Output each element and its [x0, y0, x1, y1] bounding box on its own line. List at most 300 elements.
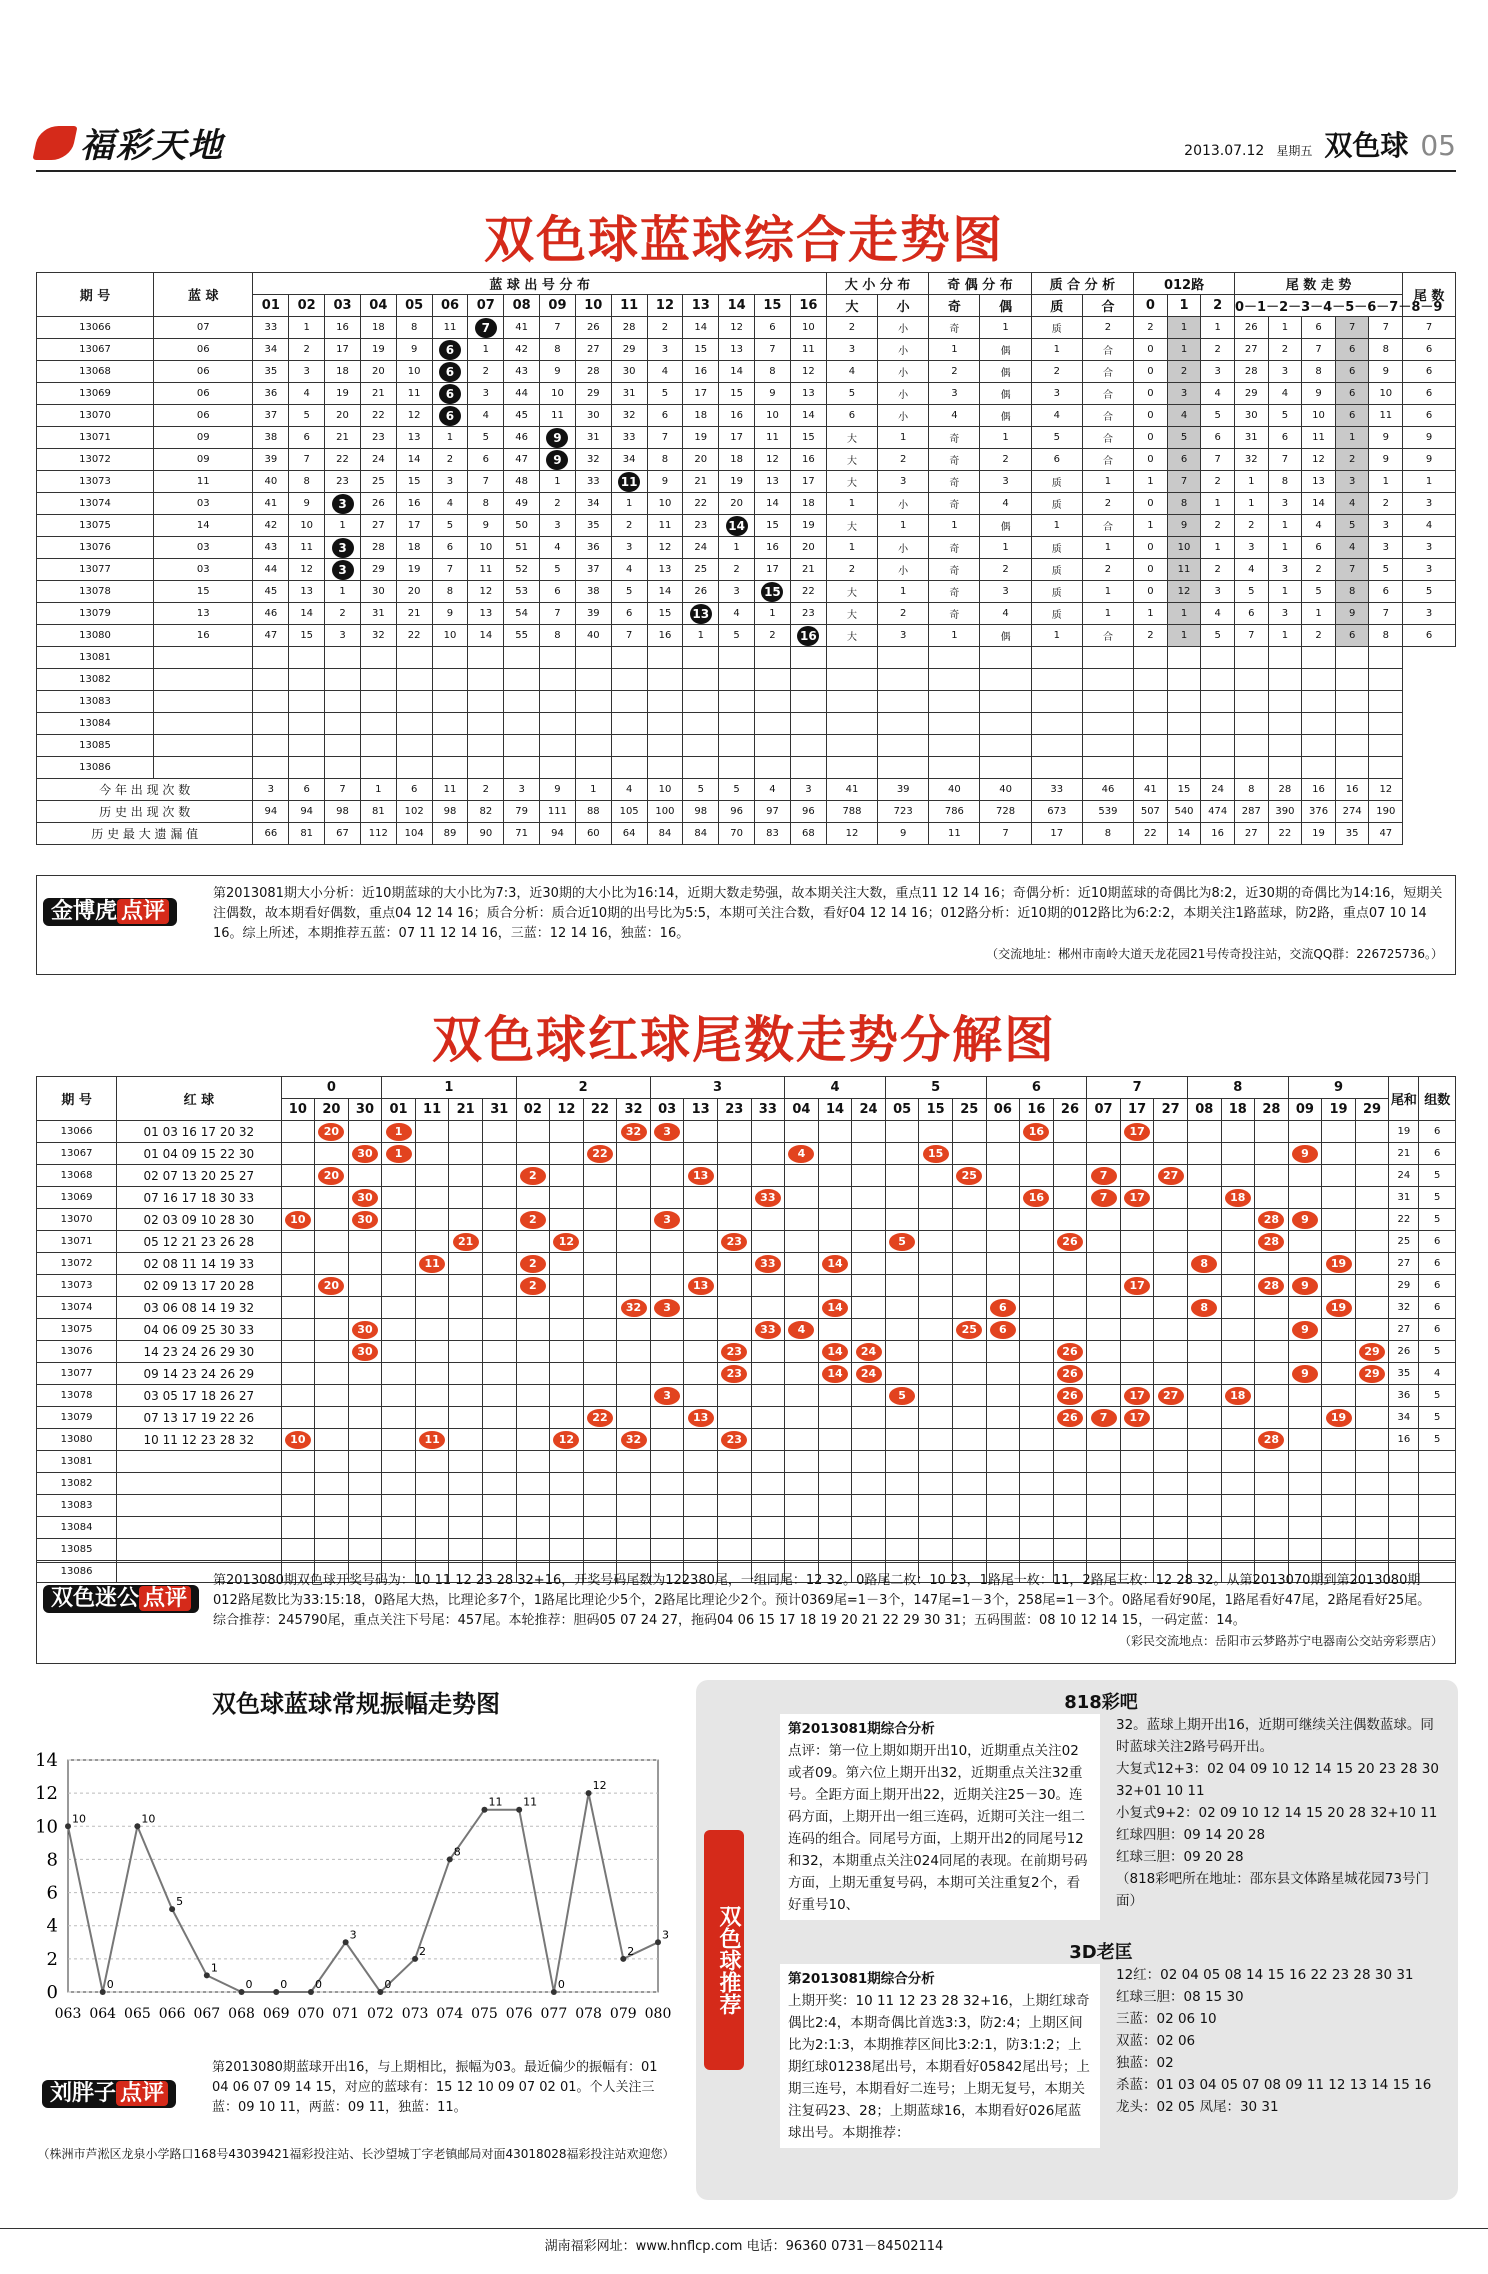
- empty-cell: [1087, 1495, 1121, 1517]
- empty-cell: [348, 1517, 382, 1539]
- red-table-title: 双色球红球尾数走势分解图: [432, 1011, 1056, 1069]
- red-ball-marker: 22: [587, 1145, 613, 1163]
- col-header: 04: [785, 1099, 819, 1121]
- trend-cell: [1087, 1319, 1121, 1341]
- y-tick-label: 0: [46, 1982, 58, 2003]
- dist-cell: 6: [432, 537, 468, 559]
- number-header: 08: [504, 295, 540, 317]
- trend-cell: [449, 1231, 483, 1253]
- issue-number: 13076: [37, 1341, 117, 1363]
- analysis-cell: 偶: [980, 405, 1031, 427]
- empty-cell: [986, 1473, 1020, 1495]
- trend-cell: [281, 1209, 315, 1231]
- analysis-cell: 5: [1201, 625, 1235, 647]
- red-ball-marker: 7: [1091, 1167, 1117, 1185]
- empty-cell: [785, 1517, 819, 1539]
- trend-cell: [919, 1143, 953, 1165]
- dist-cell: 9: [540, 361, 576, 383]
- trend-cell: [1187, 1363, 1221, 1385]
- data-label: 0: [106, 1978, 114, 1991]
- red-balls: 04 06 09 25 30 33: [117, 1319, 281, 1341]
- issue-number: 13072: [37, 1253, 117, 1275]
- dist-cell: 4: [719, 603, 755, 625]
- analysis-cell: 2: [1031, 361, 1082, 383]
- analysis-cell: 奇: [929, 581, 980, 603]
- trend-cell: [818, 1407, 852, 1429]
- empty-cell: [719, 691, 755, 713]
- red-balls: 10 11 12 23 28 32: [117, 1429, 281, 1451]
- trend-cell: [617, 1363, 651, 1385]
- trend-cell: [449, 1143, 483, 1165]
- stats-cell: 540: [1167, 801, 1201, 823]
- group-count: 6: [1419, 1121, 1456, 1143]
- trend-cell: [1187, 1165, 1221, 1187]
- trend-cell: [348, 1429, 382, 1451]
- dist-cell: 37: [575, 559, 611, 581]
- dist-cell: 25: [683, 559, 719, 581]
- analysis-cell: 30: [1234, 405, 1268, 427]
- recommend-line: 杀蓝：01 03 04 05 07 08 09 11 12 13 14 15 16: [1116, 2077, 1432, 2093]
- dist-cell: 11: [396, 383, 432, 405]
- trend-cell: [617, 1209, 651, 1231]
- stats-cell: 22: [1134, 823, 1168, 845]
- trend-cell: [1154, 1407, 1188, 1429]
- empty-cell: [826, 691, 877, 713]
- empty-cell: [611, 757, 647, 779]
- red-ball-marker: 2: [520, 1211, 546, 1229]
- trend-cell: [516, 1297, 550, 1319]
- empty-cell: [1221, 1451, 1255, 1473]
- dist-cell: [790, 625, 826, 647]
- dist-cell: 3: [719, 581, 755, 603]
- trend-cell: [348, 1341, 382, 1363]
- blue-ball-value: 09: [154, 427, 253, 449]
- table-row: [37, 1363, 1456, 1385]
- dist-cell: 8: [540, 339, 576, 361]
- dist-cell: 3: [540, 515, 576, 537]
- dist-cell: 5: [432, 515, 468, 537]
- red-ball-marker: 33: [755, 1321, 781, 1339]
- analysis-cell: 12: [1302, 449, 1336, 471]
- trend-cell: [1187, 1275, 1221, 1297]
- x-tick-label: 078: [575, 2006, 602, 2020]
- dist-cell: 30: [360, 581, 396, 603]
- b3d-right: [1116, 1964, 1446, 2118]
- empty-cell: [117, 1473, 281, 1495]
- dist-cell: 42: [504, 339, 540, 361]
- analysis-cell: 6: [1369, 581, 1403, 603]
- blue-ball-value: 15: [154, 581, 253, 603]
- trend-cell: [482, 1385, 516, 1407]
- dist-cell: 6: [755, 317, 791, 339]
- table-row: [37, 1297, 1456, 1319]
- empty-cell: [154, 669, 253, 691]
- analysis-cell: 4: [1167, 405, 1201, 427]
- dist-cell: 43: [253, 537, 289, 559]
- empty-cell: [482, 1517, 516, 1539]
- empty-cell: [583, 1473, 617, 1495]
- tail-sum: 27: [1389, 1319, 1419, 1341]
- table-row: [37, 1121, 1456, 1143]
- empty-cell: [1187, 1517, 1221, 1539]
- empty-cell: [683, 757, 719, 779]
- empty-cell: [878, 647, 929, 669]
- group-count: 6: [1419, 1275, 1456, 1297]
- analysis-cell: 1: [1082, 581, 1133, 603]
- trend-cell: [717, 1121, 751, 1143]
- trend-cell: [1355, 1253, 1389, 1275]
- empty-cell: [885, 1451, 919, 1473]
- comment-text: 第2013080期双色球开奖号码为：10 11 12 23 28 32+16，开奖号码尾数为122380尾，一组同尾：12 32。0路尾二枚：10 23，1路尾一枚：11，2路尾三枚：12 28 32。从第2013070期到第2013080期012路尾数比为33:15:18，0路尾大热，比理论多7个，1路尾比理论少5个，2路尾比理论少2个。预计0369尾=1－3个，147尾=1－3个，258尾=1－3个。0路尾看好90尾，1路尾看好47尾，2路尾看好25尾。综合推荐：245790尾，重点关注下号尾：457尾。本轮推荐：胆码05 07 24 27，拖码04 06 15 17 18 19 20 21 22 29 30 31；五码围蓝：08 10 12 14 15，一码定蓝：14。: [213, 1573, 1431, 1628]
- trend-cell: [852, 1297, 886, 1319]
- dist-cell: 13: [289, 581, 325, 603]
- empty-cell: [1335, 713, 1369, 735]
- trend-cell: [1322, 1341, 1356, 1363]
- empty-cell: [683, 691, 719, 713]
- analysis-cell: 2: [1134, 625, 1168, 647]
- trend-cell: [751, 1143, 785, 1165]
- dist-cell: 19: [719, 471, 755, 493]
- analysis-cell: 大: [826, 625, 877, 647]
- trend-cell: [717, 1143, 751, 1165]
- trend-cell: [348, 1253, 382, 1275]
- dist-cell: 23: [683, 515, 719, 537]
- empty-cell: [1120, 1495, 1154, 1517]
- red-ball-marker: 19: [1326, 1299, 1352, 1317]
- red-ball-marker: 27: [1158, 1167, 1184, 1185]
- empty-cell: [1134, 647, 1168, 669]
- issue-number: 13079: [37, 1407, 117, 1429]
- red-balls: 01 04 09 15 22 30: [117, 1143, 281, 1165]
- red-ball-marker: 4: [788, 1321, 814, 1339]
- empty-cell: [1221, 1539, 1255, 1561]
- empty-cell: [583, 1451, 617, 1473]
- trend-cell: [315, 1143, 349, 1165]
- empty-cell: [1302, 647, 1336, 669]
- empty-cell: [986, 1517, 1020, 1539]
- table-row: [37, 515, 1456, 537]
- empty-cell: [852, 1539, 886, 1561]
- trend-cell: [281, 1319, 315, 1341]
- dist-cell: 3: [289, 361, 325, 383]
- trend-cell: [986, 1297, 1020, 1319]
- trend-cell: [482, 1165, 516, 1187]
- trend-cell: [751, 1231, 785, 1253]
- empty-cell: [432, 647, 468, 669]
- dist-cell: 8: [647, 449, 683, 471]
- empty-cell: [790, 713, 826, 735]
- empty-cell: [1234, 757, 1268, 779]
- dist-cell: 17: [683, 383, 719, 405]
- blue-ball-value: 09: [154, 449, 253, 471]
- empty-cell: [852, 1517, 886, 1539]
- stats-cell: 104: [396, 823, 432, 845]
- empty-cell: [1335, 647, 1369, 669]
- empty-cell: [253, 691, 289, 713]
- sub-header: 奇: [929, 295, 980, 317]
- dist-cell: 10: [289, 515, 325, 537]
- dist-cell: 31: [360, 603, 396, 625]
- trend-cell: [952, 1341, 986, 1363]
- blue-ball-value: 06: [154, 339, 253, 361]
- empty-cell: [1302, 757, 1336, 779]
- dist-cell: 15: [396, 471, 432, 493]
- table-row: [37, 1407, 1456, 1429]
- analysis-cell: 3: [1403, 603, 1456, 625]
- dist-cell: 3: [468, 383, 504, 405]
- empty-cell: [1255, 1495, 1289, 1517]
- empty-cell: [751, 1473, 785, 1495]
- y-tick-label: 2: [46, 1948, 58, 1970]
- stats-cell: 84: [683, 823, 719, 845]
- stats-cell: 47: [1369, 823, 1403, 845]
- recommend-line: 红球三胆：09 20 28: [1116, 1849, 1244, 1865]
- sub-header: 2: [1201, 295, 1235, 317]
- empty-cell: [1082, 757, 1133, 779]
- analysis-cell: 3: [878, 471, 929, 493]
- trend-cell: [952, 1429, 986, 1451]
- empty-cell: [719, 735, 755, 757]
- empty-cell: [1234, 691, 1268, 713]
- dist-cell: 23: [325, 471, 361, 493]
- analysis-cell: 1: [1403, 471, 1456, 493]
- trend-cell: [986, 1341, 1020, 1363]
- stats-cell: 10: [647, 779, 683, 801]
- b818-subtitle: 第2013081期综合分析: [788, 1721, 935, 1737]
- analysis-cell: 1: [1201, 493, 1235, 515]
- empty-cell: [281, 1451, 315, 1473]
- empty-cell: [415, 1451, 449, 1473]
- trend-cell: [1355, 1385, 1389, 1407]
- table-row: [37, 1539, 1456, 1561]
- trend-cell: [986, 1165, 1020, 1187]
- red-ball-marker: 15: [923, 1145, 949, 1163]
- dist-cell: 54: [504, 603, 540, 625]
- red-ball-marker: 28: [1258, 1431, 1284, 1449]
- y-tick-label: 8: [46, 1849, 58, 1871]
- trend-cell: [516, 1407, 550, 1429]
- dist-cell: [540, 427, 576, 449]
- analysis-cell: 29: [1234, 383, 1268, 405]
- number-header: 12: [647, 295, 683, 317]
- empty-cell: [1221, 1473, 1255, 1495]
- trend-cell: [1053, 1319, 1087, 1341]
- analysis-cell: 合: [1082, 405, 1133, 427]
- dist-cell: 40: [575, 625, 611, 647]
- empty-cell: [647, 669, 683, 691]
- analysis-cell: 7: [1335, 317, 1369, 339]
- dist-cell: 10: [647, 493, 683, 515]
- data-point: [204, 1972, 210, 1978]
- trend-cell: [1154, 1275, 1188, 1297]
- header-cell: 期 号: [37, 1077, 117, 1121]
- blue-ball-value: 06: [154, 383, 253, 405]
- empty-cell: [1020, 1539, 1054, 1561]
- empty-cell: [785, 1495, 819, 1517]
- number-header: 15: [755, 295, 791, 317]
- trend-cell: [785, 1209, 819, 1231]
- analysis-cell: 2: [1369, 493, 1403, 515]
- trend-cell: [751, 1209, 785, 1231]
- trend-cell: [1355, 1275, 1389, 1297]
- dist-cell: 11: [790, 339, 826, 361]
- table-row: [37, 1517, 1456, 1539]
- dist-cell: 22: [325, 449, 361, 471]
- x-tick-label: 064: [89, 2006, 117, 2020]
- table-row: [37, 1275, 1456, 1297]
- stats-cell: 16: [1302, 779, 1336, 801]
- stats-cell: 7: [325, 779, 361, 801]
- dist-cell: 1: [683, 625, 719, 647]
- trend-cell: [852, 1121, 886, 1143]
- trend-cell: [1053, 1121, 1087, 1143]
- empty-cell: [432, 757, 468, 779]
- empty-cell: [415, 1539, 449, 1561]
- red-balls: 01 03 16 17 20 32: [117, 1121, 281, 1143]
- empty-cell: [1201, 691, 1235, 713]
- empty-cell: [315, 1451, 349, 1473]
- empty-cell: [611, 735, 647, 757]
- y-tick-label: 6: [46, 1882, 58, 1904]
- blue-ball-marker: 11: [618, 472, 640, 492]
- tag-name: 金博虎: [51, 899, 118, 924]
- empty-cell: [852, 1495, 886, 1517]
- dist-cell: 8: [540, 625, 576, 647]
- trend-cell: [1120, 1363, 1154, 1385]
- empty-cell: [253, 647, 289, 669]
- trend-cell: [1355, 1165, 1389, 1187]
- trend-cell: [1221, 1297, 1255, 1319]
- trend-cell: [550, 1231, 584, 1253]
- red-ball-marker: 18: [1225, 1387, 1251, 1405]
- issue-number: 13081: [37, 1451, 117, 1473]
- trend-cell: [382, 1187, 416, 1209]
- dist-cell: [432, 405, 468, 427]
- empty-cell: [1335, 691, 1369, 713]
- stats-cell: 9: [540, 779, 576, 801]
- analysis-cell: 1: [1201, 317, 1235, 339]
- empty-cell: [929, 691, 980, 713]
- empty-cell: [1355, 1473, 1389, 1495]
- trend-cell: [1255, 1231, 1289, 1253]
- stats-cell: 98: [432, 801, 468, 823]
- page-number: 05: [1420, 129, 1456, 162]
- empty-cell: [826, 757, 877, 779]
- trend-cell: [885, 1253, 919, 1275]
- trend-cell: [1020, 1121, 1054, 1143]
- dist-cell: 22: [683, 493, 719, 515]
- trend-cell: [717, 1319, 751, 1341]
- empty-cell: [755, 647, 791, 669]
- dist-cell: 9: [468, 515, 504, 537]
- empty-cell: [516, 1517, 550, 1539]
- empty-cell: [360, 735, 396, 757]
- analysis-cell: 11: [1167, 559, 1201, 581]
- issue-date: 2013.07.12: [1184, 143, 1265, 159]
- trend-cell: [885, 1143, 919, 1165]
- trend-cell: [516, 1143, 550, 1165]
- empty-cell: [1419, 1495, 1456, 1517]
- dist-cell: 41: [504, 317, 540, 339]
- analysis-cell: 奇: [929, 559, 980, 581]
- dist-cell: 7: [540, 317, 576, 339]
- trend-cell: [1288, 1143, 1322, 1165]
- dist-cell: 23: [790, 603, 826, 625]
- x-tick-label: 067: [193, 2006, 221, 2020]
- number-header: 03: [325, 295, 361, 317]
- dist-cell: 41: [253, 493, 289, 515]
- issue-number: 13066: [37, 317, 154, 339]
- stats-cell: 100: [647, 801, 683, 823]
- data-point: [134, 1823, 140, 1829]
- dist-cell: 12: [790, 361, 826, 383]
- empty-cell: [382, 1495, 416, 1517]
- dist-cell: 15: [790, 427, 826, 449]
- trend-cell: [684, 1341, 718, 1363]
- b3d-analysis: 上期开奖：10 11 12 23 28 32+16，上期红球奇偶比2:4，本期奇偶比首选3:3，防2:4；上期区间比为2:1:3，本期推荐区间比3:2:1，防3:1:2；上期红球01238尾出号，本期看好05842尾出号；上期三连号，本期看好二连号；上期无复号，本期关注复码23、28；上期蓝球16，本期看好026尾蓝球出号。本期推荐：: [788, 1993, 1090, 2141]
- empty-cell: [281, 1539, 315, 1561]
- trend-cell: [482, 1209, 516, 1231]
- trend-cell: [1020, 1275, 1054, 1297]
- empty-cell: [755, 691, 791, 713]
- trend-cell: [583, 1319, 617, 1341]
- analysis-cell: 小: [878, 559, 929, 581]
- trend-cell: [550, 1341, 584, 1363]
- tail-sum: 35: [1389, 1363, 1419, 1385]
- trend-cell: [717, 1341, 751, 1363]
- analysis-cell: 4: [1031, 405, 1082, 427]
- red-ball-marker: 9: [1292, 1365, 1318, 1383]
- empty-cell: [325, 713, 361, 735]
- dist-cell: 12: [719, 317, 755, 339]
- analysis-cell: 2: [1302, 559, 1336, 581]
- number-header: 01: [253, 295, 289, 317]
- table-row: [37, 1341, 1456, 1363]
- red-ball-marker: 18: [1225, 1189, 1251, 1207]
- empty-cell: [818, 1517, 852, 1539]
- trend-cell: [315, 1363, 349, 1385]
- trend-cell: [852, 1275, 886, 1297]
- empty-cell: [617, 1451, 651, 1473]
- group-count: 5: [1419, 1209, 1456, 1231]
- trend-cell: [617, 1297, 651, 1319]
- trend-cell: [583, 1253, 617, 1275]
- trend-cell: [449, 1165, 483, 1187]
- trend-cell: [382, 1165, 416, 1187]
- analysis-cell: 2: [1201, 515, 1235, 537]
- number-header: 09: [540, 295, 576, 317]
- trend-cell: [785, 1341, 819, 1363]
- empty-cell: [1288, 1473, 1322, 1495]
- analysis-cell: 大: [826, 581, 877, 603]
- trend-cell: [617, 1231, 651, 1253]
- trend-cell: [1053, 1187, 1087, 1209]
- dist-cell: 32: [360, 625, 396, 647]
- empty-cell: [1053, 1495, 1087, 1517]
- trend-cell: [617, 1143, 651, 1165]
- trend-cell: [1322, 1407, 1356, 1429]
- analysis-cell: 3: [1031, 383, 1082, 405]
- trend-cell: [919, 1429, 953, 1451]
- trend-cell: [1154, 1341, 1188, 1363]
- analysis-cell: 6: [1167, 449, 1201, 471]
- trend-cell: [550, 1187, 584, 1209]
- trend-cell: [1255, 1341, 1289, 1363]
- dist-cell: 22: [790, 581, 826, 603]
- analysis-cell: 奇: [929, 603, 980, 625]
- empty-cell: [449, 1539, 483, 1561]
- trend-cell: [550, 1275, 584, 1297]
